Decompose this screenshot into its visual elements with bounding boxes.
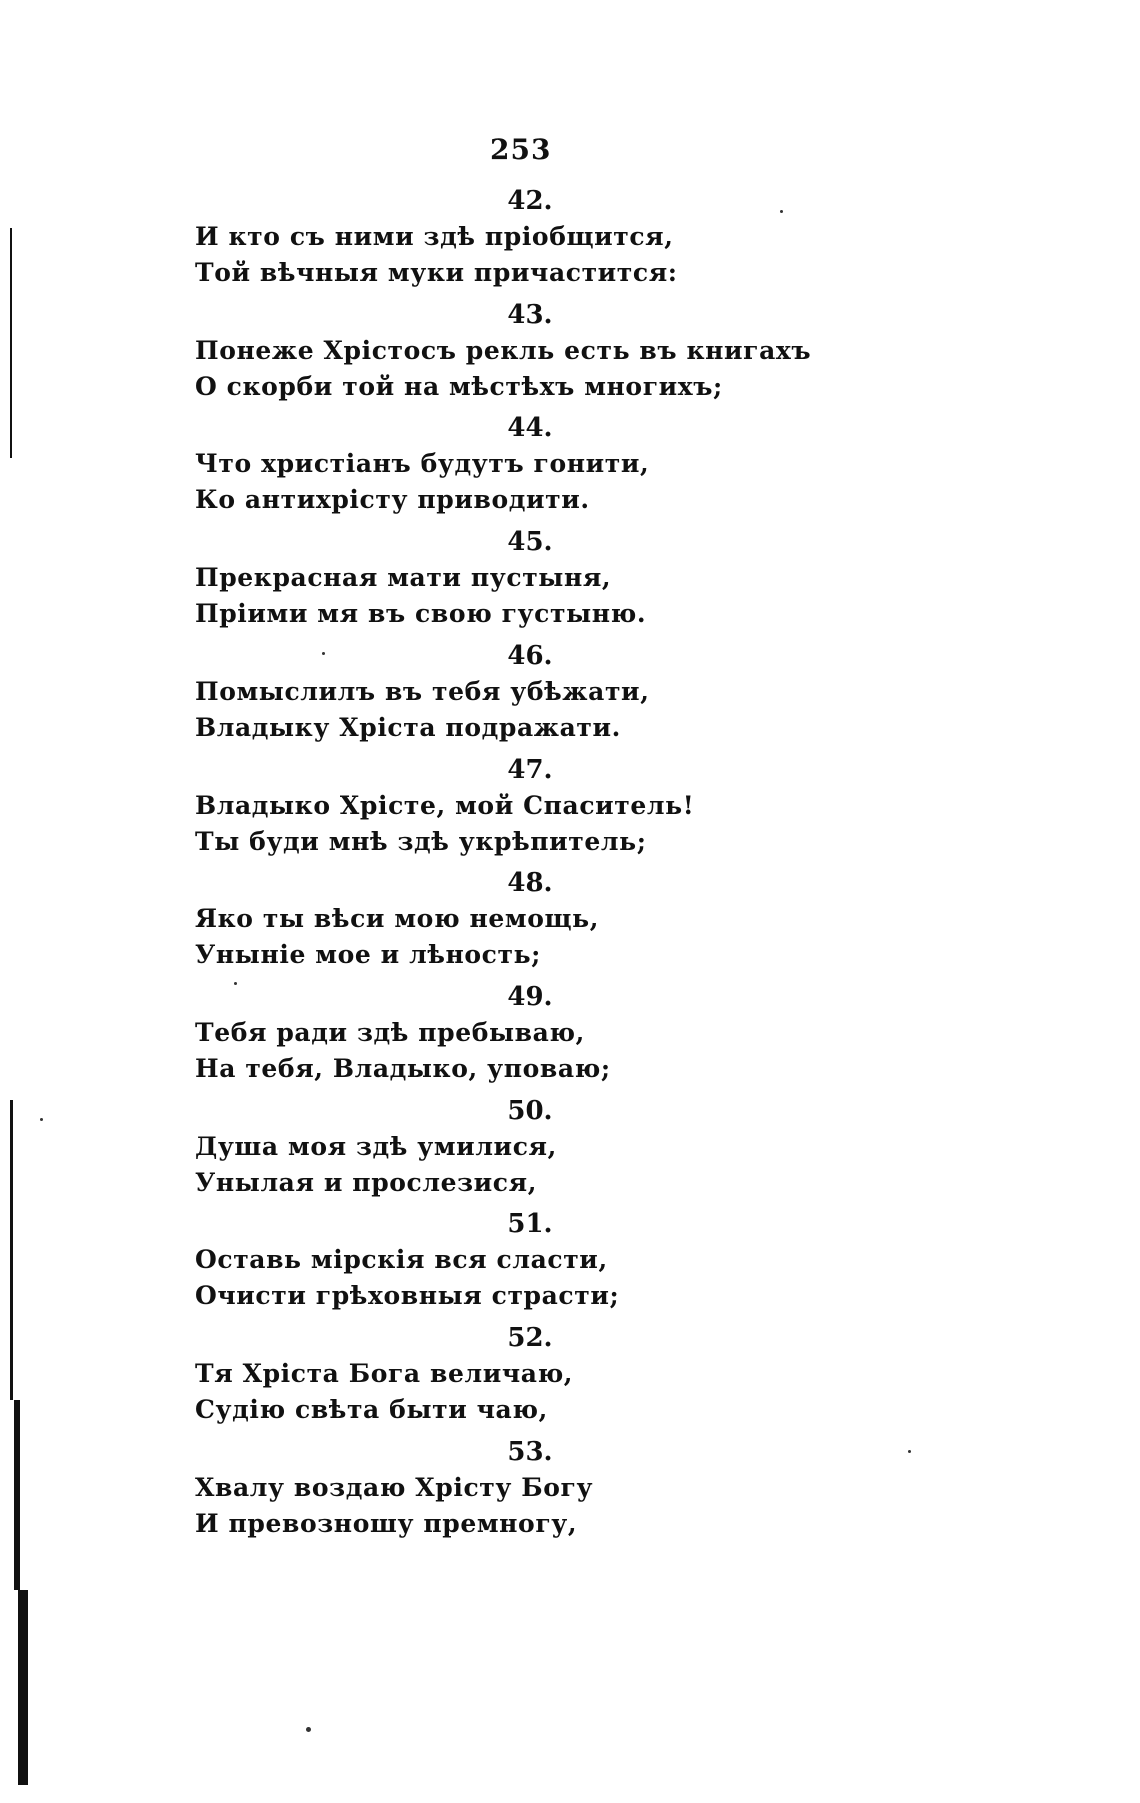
- verse-line: Понеже Хрістосъ рекль есть въ книгахъ: [195, 336, 812, 365]
- verse-line: О скорби той на мѣстѣхъ многихъ;: [195, 372, 723, 401]
- scan-speck: [40, 1118, 43, 1121]
- verse-line: Оставь мірскія вся сласти,: [195, 1245, 608, 1274]
- stanza-number: 51.: [507, 1209, 553, 1239]
- binding-edge-mark: [10, 1100, 13, 1400]
- scan-speck: [908, 1450, 911, 1453]
- stanza-number: 44.: [507, 413, 553, 443]
- verse-line: Той вѣчныя муки причастится:: [195, 258, 678, 287]
- page-number: 253: [490, 133, 552, 166]
- verse-line: Судію свѣта быти чаю,: [195, 1395, 548, 1424]
- stanza-number: 53.: [507, 1437, 553, 1467]
- scan-speck: [306, 1727, 311, 1732]
- verse-line: Душа моя здѣ умилися,: [195, 1132, 557, 1161]
- binding-edge-mark: [14, 1400, 20, 1590]
- verse-line: Что христіанъ будутъ гонити,: [195, 449, 650, 478]
- verse-line: Помыслилъ въ тебя убѣжати,: [195, 677, 650, 706]
- verse-line: Очисти грѣховныя страсти;: [195, 1281, 620, 1310]
- stanza-number: 48.: [507, 868, 553, 898]
- binding-edge-mark: [18, 1590, 28, 1785]
- stanza-number: 52.: [507, 1323, 553, 1353]
- verse-line: На тебя, Владыко, уповаю;: [195, 1054, 611, 1083]
- verse-line: Пріими мя въ свою густыню.: [195, 599, 647, 628]
- verse-line: Хвалу воздаю Хрісту Богу: [195, 1473, 594, 1502]
- stanza-number: 46.: [507, 641, 553, 671]
- verse-line: Ко антихрісту приводити.: [195, 485, 590, 514]
- stanza-number: 50.: [507, 1096, 553, 1126]
- verse-line: Ты буди мнѣ здѣ укрѣпитель;: [195, 827, 647, 856]
- stanza-number: 42.: [507, 186, 553, 216]
- verse-line: Владыку Хріста подражати.: [195, 713, 621, 742]
- scan-speck: [780, 210, 783, 213]
- verse-line: И превозношу премногу,: [195, 1509, 578, 1538]
- verse-line: Тебя ради здѣ пребываю,: [195, 1018, 585, 1047]
- verse-line: Тя Хріста Бога величаю,: [195, 1359, 574, 1388]
- stanza-number: 47.: [507, 755, 553, 785]
- verse-line: Прекрасная мати пустыня,: [195, 563, 612, 592]
- verse-line: И кто съ ними здѣ пріобщится,: [195, 222, 674, 251]
- verse-line: Уныніе мое и лѣность;: [195, 940, 541, 969]
- scan-speck: [234, 982, 237, 985]
- scan-speck: [322, 652, 325, 655]
- verse-line: Яко ты вѣси мою немощь,: [195, 904, 599, 933]
- stanza-number: 49.: [507, 982, 553, 1012]
- stanza-number: 43.: [507, 300, 553, 330]
- verse-line: Владыко Хрісте, мой Спаситель!: [195, 791, 695, 820]
- verse-line: Унылая и прослезися,: [195, 1168, 537, 1197]
- stanza-number: 45.: [507, 527, 553, 557]
- binding-edge-mark: [10, 228, 12, 458]
